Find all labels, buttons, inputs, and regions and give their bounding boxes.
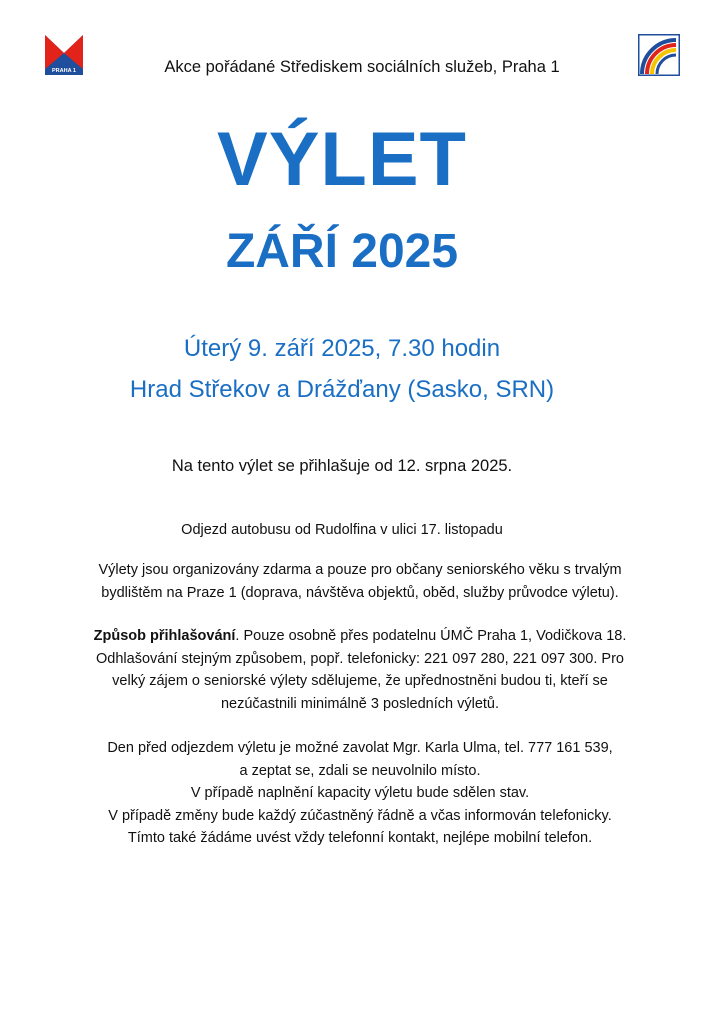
text-line: V případě naplnění kapacity výletu bude sdělen stav. — [190, 785, 530, 801]
text-line — [90, 625, 630, 648]
text-line: Den před odjezdem výletu je možné zavolat Mgr. Karla Ulma, tel. 777 161 539, — [107, 740, 613, 756]
page-title: VÝLET — [217, 117, 467, 202]
contact-paragraph — [90, 737, 630, 850]
page-subtitle: ZÁŘÍ 2025 — [225, 225, 459, 278]
text-line: Výlety jsou organizovány zdarma a pouze pro občany seniorského věku s trvalým — [98, 562, 622, 578]
text-line: Odhlašování stejným způsobem, popř. telefonicky: 221 097 280, 221 097 300. Pro — [96, 650, 624, 667]
text-line: velký zájem o seniorské výlety sdělujeme, že upřednostněni budou ti, kteří se — [112, 673, 608, 689]
text-line: V případě změny bude každý zúčastněný řádně a včas informován telefonicky. — [108, 807, 612, 824]
info-paragraph — [90, 559, 630, 604]
text-line: nezúčastnili minimálně 3 posledních výletů. — [220, 695, 500, 712]
praha1-logo-text: PRAHA 1 — [52, 68, 76, 74]
organizer-header: Akce pořádané Střediskem sociálních služeb, Praha 1 — [164, 58, 560, 76]
registration-note: Na tento výlet se přihlašuje od 12. srpna 2025. — [171, 457, 513, 475]
departure-info: Odjezd autobusu od Rudolfina v ulici 17. listopadu — [181, 522, 503, 538]
text-line: a zeptat se, zdali se neuvolnilo místo. — [239, 762, 481, 779]
registration-paragraph — [90, 625, 630, 715]
event-date: Úterý 9. září 2025, 7.30 hodin — [183, 335, 501, 362]
event-place: Hrad Střekov a Drážďany (Sasko, SRN) — [129, 376, 555, 403]
registration-lead: Způsob přihlašování — [93, 628, 236, 644]
text-line: bydlištěm na Praze 1 (doprava, návštěva objektů, oběd, služby průvodce výletu). — [101, 584, 619, 601]
text-line: Tímto také žádáme uvést vždy telefonní kontakt, nejlépe mobilní telefon. — [127, 830, 593, 846]
registration-lead-rest: . Pouze osobně přes podatelnu ÚMČ Praha 1, Vodičkova 18. — [235, 628, 627, 644]
